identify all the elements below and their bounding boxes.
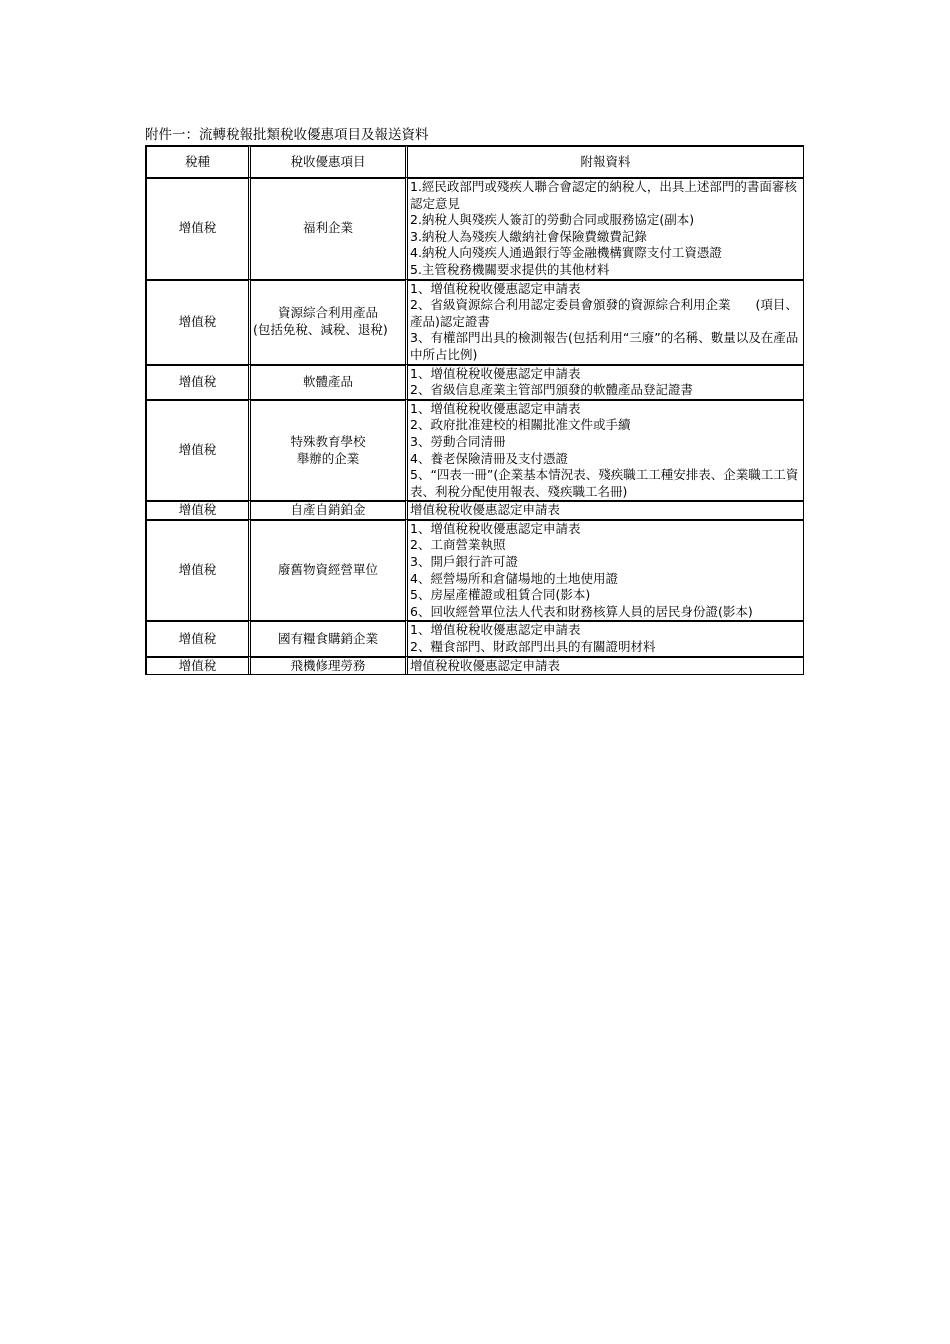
incentive-item-line: 舉辦的企業	[296, 450, 360, 466]
tax-type-cell: 增值稅	[146, 500, 248, 519]
document-line: 1、增值稅稅收優惠認定申請表	[410, 365, 581, 381]
document-line: 1.經民政部門或殘疾人聯合會認定的納稅人，出具上述部門的書面審核認定意見	[410, 179, 797, 211]
table-row	[146, 620, 803, 655]
incentive-item-cell	[248, 519, 405, 621]
table-row	[146, 399, 803, 501]
tax-type-cell: 增值稅	[146, 399, 248, 501]
document-line: 增值稅稅收優惠認定申請表	[410, 657, 561, 673]
document-line: 2、工商營業執照	[410, 537, 506, 553]
tax-incentive-table	[145, 145, 804, 675]
incentive-item-line: 國有糧食購銷企業	[277, 630, 378, 646]
document-line: 3、有權部門出具的檢測報告(包括利用“三廢”的名稱、數量以及在產品中所占比例)	[410, 330, 799, 362]
document-line: 3.納稅人為殘疾人繳納社會保險費繳費記錄	[410, 228, 647, 244]
header-attached-documents: 附報資料	[405, 146, 803, 177]
incentive-item-line: 特殊教育學校	[290, 433, 366, 449]
incentive-item-line: 軟體產品	[302, 373, 353, 389]
documents-cell	[405, 279, 803, 364]
header-tax-type: 稅種	[146, 146, 248, 177]
incentive-item-cell	[248, 364, 405, 399]
incentive-item-line: 自產自銷鉑金	[290, 502, 366, 518]
tax-type-cell: 增值稅	[146, 279, 248, 364]
table-row	[146, 177, 803, 279]
table-row	[146, 519, 803, 621]
document-title: 附件一：流轉稅報批類稅收優惠項目及報送資料	[145, 127, 429, 143]
incentive-item-cell	[248, 656, 405, 675]
document-line: 2、省級信息產業主管部門頒發的軟體產品登記證書	[410, 382, 693, 398]
document-line: 2、糧食部門、財政部門出具的有關證明材料	[410, 639, 656, 655]
tax-type-cell: 增值稅	[146, 177, 248, 279]
tax-type-cell: 增值稅	[146, 519, 248, 621]
incentive-item-cell	[248, 177, 405, 279]
document-line: 2、省級資源綜合利用認定委員會頒發的資源綜合利用企業 (項目、產品)認定證書	[410, 297, 798, 329]
document-line: 3、勞動合同清冊	[410, 433, 506, 449]
header-incentive-item: 稅收優惠項目	[248, 146, 405, 177]
incentive-item-cell	[248, 500, 405, 519]
incentive-item-line: (包括免稅、減稅、退稅)	[253, 322, 388, 338]
table-header-row	[146, 146, 803, 177]
document-line: 3、開戶銀行許可證	[410, 554, 518, 570]
document-line: 1、增值稅稅收優惠認定申請表	[410, 622, 581, 638]
incentive-item-cell	[248, 279, 405, 364]
tax-type-cell: 增值稅	[146, 620, 248, 655]
documents-cell	[405, 519, 803, 621]
table-row	[146, 656, 803, 675]
document-line: 1、增值稅稅收優惠認定申請表	[410, 400, 581, 416]
incentive-item-cell	[248, 620, 405, 655]
document-line: 1、增值稅稅收優惠認定申請表	[410, 280, 581, 296]
document-line: 增值稅稅收優惠認定申請表	[410, 502, 561, 518]
documents-cell	[405, 500, 803, 519]
documents-cell	[405, 364, 803, 399]
document-line: 5、房屋產權證或租賃合同(影本)	[410, 587, 591, 603]
documents-cell	[405, 656, 803, 675]
document-line: 1、增值稅稅收優惠認定申請表	[410, 520, 581, 536]
tax-type-cell: 增值稅	[146, 656, 248, 675]
documents-cell	[405, 620, 803, 655]
document-line: 4.納稅人向殘疾人通過銀行等金融機構實際支付工資憑證	[410, 245, 722, 261]
incentive-item-line: 飛機修理勞務	[290, 657, 366, 673]
table-row	[146, 364, 803, 399]
tax-type-cell: 增值稅	[146, 364, 248, 399]
incentive-item-line: 資源綜合利用產品	[277, 305, 378, 321]
documents-cell	[405, 177, 803, 279]
document-line: 2、政府批准建校的相關批准文件或手續	[410, 417, 631, 433]
table-row	[146, 279, 803, 364]
document-line: 6、回收經營單位法人代表和財務核算人員的居民身份證(影本)	[410, 603, 753, 619]
incentive-item-line: 廢舊物資經營單位	[277, 562, 378, 578]
incentive-item-line: 福利企業	[302, 220, 353, 236]
document-line: 4、養老保險清冊及支付憑證	[410, 450, 568, 466]
documents-cell	[405, 399, 803, 501]
document-line: 5.主管稅務機關要求提供的其他材料	[410, 261, 610, 277]
table-row	[146, 500, 803, 519]
document-line: 2.納稅人與殘疾人簽訂的勞動合同或服務協定(副本)	[410, 212, 695, 228]
document-line: 4、經營場所和倉儲場地的土地使用證	[410, 570, 618, 586]
document-line: 5、“四表一冊”(企業基本情況表、殘疾職工工種安排表、企業職工工資表、利稅分配使用報表、殘疾職工名冊)	[410, 467, 799, 499]
incentive-item-cell	[248, 399, 405, 501]
